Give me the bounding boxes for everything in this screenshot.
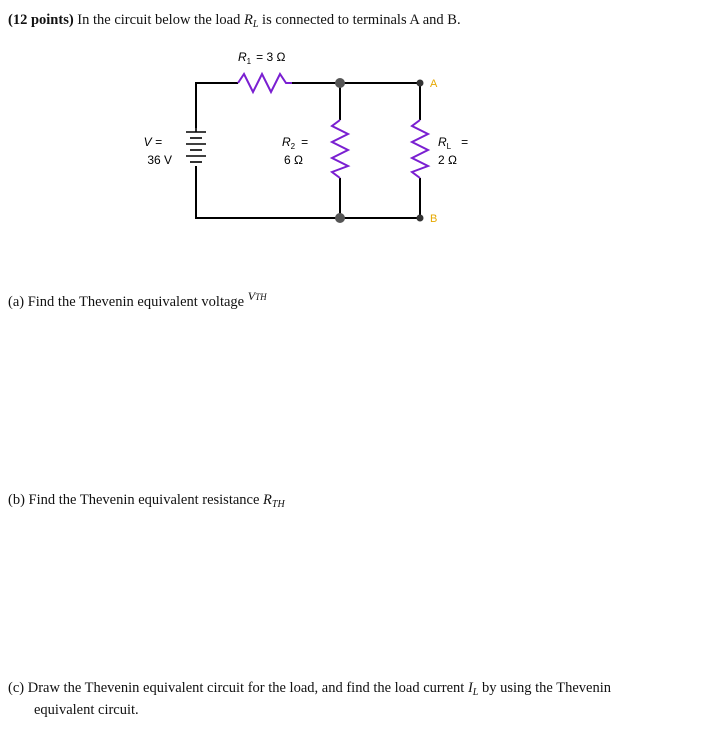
terminal-a-label: A — [430, 78, 438, 90]
rl-resistor — [412, 120, 428, 178]
terminal-b-label: B — [430, 213, 438, 225]
rl-label: $R_L$ = — [438, 135, 469, 151]
intro-var: R — [244, 12, 253, 28]
circuit-wires — [196, 83, 420, 218]
part-a-var: VTH — [247, 289, 267, 303]
r2-value: 6 Ω — [284, 153, 303, 167]
part-c-var-sub: L — [472, 687, 479, 698]
part-b — [8, 490, 285, 515]
circuit-diagram — [0, 0, 714, 260]
rl-value: 2 Ω — [438, 153, 457, 167]
battery-icon — [184, 120, 208, 166]
part-a-label: (a) — [8, 294, 25, 310]
part-c-text-end: by using the Thevenin — [481, 680, 611, 696]
intro-text: In the circuit below the load — [77, 12, 241, 28]
part-c-line2: equivalent circuit. — [34, 702, 139, 718]
part-b-var: R — [263, 492, 272, 508]
r2-label: $R_2$ = — [282, 135, 309, 151]
r2-resistor — [332, 120, 348, 178]
part-c-label: (c) — [8, 680, 25, 696]
part-b-label: (b) — [8, 492, 25, 508]
intro-text-end: is connected to terminals A and B. — [262, 12, 461, 28]
terminal-a-dot — [417, 80, 424, 87]
terminal-b-dot — [417, 215, 424, 222]
part-a-text: Find the Thevenin equivalent voltage — [27, 294, 245, 310]
node-top — [335, 78, 345, 88]
part-a — [8, 286, 267, 312]
r1-label: $R_1 = 3$ Ω — [238, 50, 286, 66]
part-c-text: Draw the Thevenin equivalent circuit for the load, and find the load current — [27, 680, 465, 696]
intro-var-sub: L — [252, 19, 259, 30]
node-bottom — [335, 213, 345, 223]
points-label: (12 points) — [8, 12, 74, 28]
part-c-var: I — [467, 680, 473, 696]
v-value: 36 V — [147, 153, 172, 167]
part-b-var-sub: TH — [271, 499, 285, 510]
r1-resistor — [238, 74, 292, 92]
part-b-text: Find the Thevenin equivalent resistance — [28, 492, 260, 508]
v-label: V = — [143, 135, 162, 149]
